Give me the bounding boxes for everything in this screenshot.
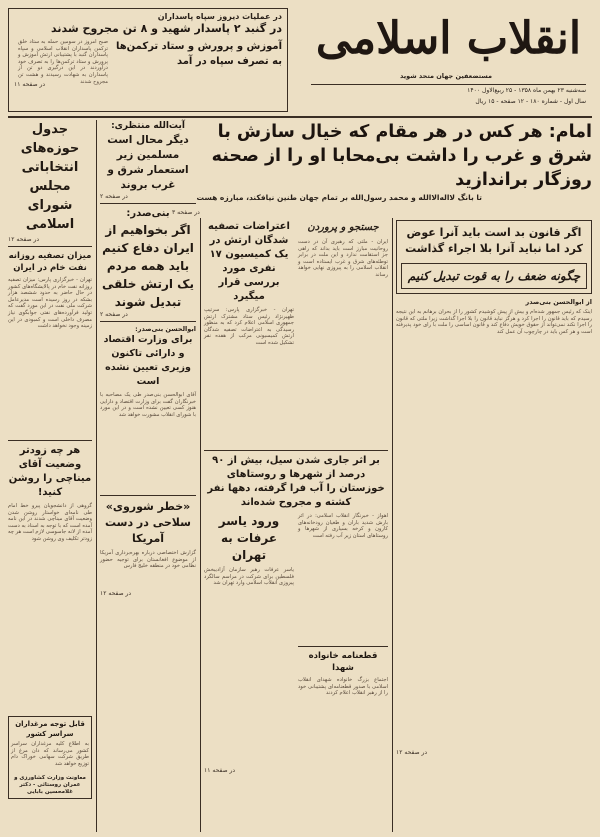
martyrs-resolution-title: قطعنامه خانواده شهدا <box>308 651 378 673</box>
oil-refining-body: تهران - خبرگزاری پارس: میزان تصفیه روزانه نفت خام در پالایشگاه‌های کشور در حال حاضر به حدود ششصد هزار بشکه در روز رسیده است مدیرعامل شرکت ملی نفت در این مورد گفت که تولید فرآورده‌های نفتی جوابگوی نیاز مصرف داخلی است و کمبودی در این زمینه وجود نخواهد داشت <box>8 277 92 330</box>
poultry-notice-body: به اطلاع کلیه مرغداران سراسر کشور می‌رساند که دان مرغ از طریق شرکت سهامی خوراک دام توزیع خواهد شد <box>11 741 89 767</box>
top-box-headline: در گنبد ۲ پاسدار شهید و ۸ تن مجروح شدند <box>51 22 282 35</box>
economy-minister-headline: برای وزارت اقتصاد و دارائی تاکنون وزیری تعیین نشده است <box>103 334 193 387</box>
law-author: از ابوالحسن بنی‌صدر <box>525 298 592 306</box>
column-title: جستجو و پروردن <box>307 222 379 233</box>
montazeri-kicker: آیت‌الله منتظری: <box>111 121 185 131</box>
economy-minister-body: آقای ابوالحسن بنی‌صدر طی یک مصاحبه با خبرنگاران گفت برای وزارت اقتصاد و دارایی هنوز کسی تعیین نشده است و در این مورد با شورای انقلاب مشورت خواهد شد <box>100 392 196 418</box>
poultry-notice-title: قابل توجه مرغداران سراسر کشور <box>15 720 85 738</box>
top-box-body: صبح امروز در سومین حمله به ستاد خلق ترکمن پاسداران انقلاب اسلامی و سپاه پاسداران گنبد با پشتیبانی ارتش آموزش و پرورش و ستاد ترکمن‌ها را به تصرف خود درآوردند در این درگیری دو تن از پاسداران به شهادت رسیدند و هشت تن مجروح شدند <box>18 39 108 85</box>
lead-headline: امام: هر کس در هر مقام که خیال سازش با شرق و غرب را داشت بی‌محابا او را از صحنه روزگار براندازید <box>211 122 592 190</box>
masthead-info: سال اول - شماره ۱۸۰ - ۱۲ صفحه - ۱۵ ریال <box>475 98 586 105</box>
banisadr-kicker: بنی‌صدر: <box>126 208 170 219</box>
lead-quote: تا بانگ لااله‌الاالله و محمد رسول‌الله بر تمام جهان طنین نیافکند، مبارزه هست <box>196 193 482 202</box>
column-second <box>100 120 196 832</box>
column-third <box>204 220 388 832</box>
column-body: ایران - ملتی که رهبری آن در دست روحانیت مبارز است باید بداند که راهی جز استقامت ندارد و این ملت در برابر توطئه‌های شرق و غرب ایستاده است و انقلاب اسلامی را به پیروزی نهایی خواهد رساند <box>298 239 388 278</box>
soviet-danger-headline: «خطر شوروی» سلاحی در دست آمریکا <box>105 500 191 545</box>
soviet-danger-ref: در صفحه ۱۲ <box>100 590 132 597</box>
top-box-ref: در صفحه ۱۱ <box>14 81 46 88</box>
abolhassani-kicker: ابوالحسن بنی‌صدر: <box>135 325 196 333</box>
law-box <box>396 220 592 294</box>
law-headline: اگر قانون بد است باید آنرا عوض کرد اما نباید آنرا بلا اجراء گذاشت <box>405 226 583 255</box>
top-box-kicker: در عملیات دیروز سپاه پاسداران <box>157 12 282 21</box>
top-box-sub2: به تصرف سپاه در آمد <box>176 56 282 67</box>
arrival-ref: در صفحه ۱۱ <box>204 767 236 774</box>
column-right <box>396 220 592 832</box>
martyrs-resolution-body: اجتماع بزرگ خانواده شهدای انقلاب اسلامی با صدور قطعنامه‌ای پشتیبانی خود را از رهبر انقلاب اعلام کردند <box>298 677 388 697</box>
masthead-dateline: سه‌شنبه ۲۳ بهمن ماه ۱۳۵۸ - ۲۵ ربیع‌الاول ۱۴۰۰ <box>467 87 586 94</box>
calligraphy-title: چگونه ضعف را به قوت تبدیل کنیم <box>401 263 587 289</box>
montazeri-ref: در صفحه ۲ <box>100 193 128 200</box>
protest-body: تهران - خبرگزاری پارس: سرتیپ ظهیرنژاد رئیس ستاد مشترک ارتش جمهوری اسلامی اعلام کرد که به منظور رسیدگی به اعتراضات تصفیه شدگان ارتش کمیسیونی مرکب از هفده نفر تشکیل شده است <box>204 307 294 346</box>
electoral-table-title: جدول حوزه‌های انتخاباتی مجلس شورای اسلامی <box>20 122 80 232</box>
poultry-notice <box>8 716 92 799</box>
top-news-box <box>8 8 288 112</box>
lead-ref: در صفحه ۳ <box>172 209 200 216</box>
top-box-sub1: آموزش و پرورش و ستاد ترکمن‌ها <box>115 41 282 52</box>
masthead <box>311 8 586 112</box>
arrival-body: یاسر عرفات رهبر سازمان آزادیبخش فلسطین برای شرکت در مراسم سالگرد پیروزی انقلاب اسلامی وارد تهران شد <box>204 567 294 587</box>
law-body: اینک که رئیس جمهور شده‌ام و بیش از پیش کوشیدم کشور را از بحران برهانم به این نتیجه رسیدم که باید قانون را اجرا کرد و هرگز نباید قانون را بلا اجرا گذاشت زیرا ملتی که قانون را اجرا نکند نمی‌تواند از حقوق خویش دفاع کند و قانون اساسی را ملت با رای خود پذیرفته است و هر کس باید در چارچوب آن عمل کند <box>396 309 592 335</box>
flood-body: اهواز - خبرنگار انقلاب اسلامی: در اثر بارش شدید باران و طغیان رودخانه‌های کارون و کرخه بسیاری از شهرها و روستاهای استان زیر آب رفته است <box>298 513 388 539</box>
masthead-title: انقلاب اسلامی <box>315 13 582 64</box>
minachi-body: گروهی از دانشجویان پیرو خط امام طی نامه‌ای خواستار روشن شدن وضعیت آقای میناچی شدند در این نامه آمده است که با توجه به اسناد به دست آمده از لانه جاسوسی لازم است هر چه زودتر تکلیف وی روشن شود <box>8 503 92 542</box>
flood-headline: بر اثر جاری شدن سیل، بیش از ۹۰ درصد از شهرها و روستاهای خوزستان را آب فرا گرفته، دهها نفر کشته و مجروح شده‌اند <box>207 455 385 508</box>
banisadr-ref: در صفحه ۲ <box>100 311 128 318</box>
montazeri-headline: دیگر محال است مسلمین زیر استعمار شرق و غرب بروند <box>107 134 189 191</box>
lead-story <box>172 120 592 216</box>
oil-refining-title: میزان تصفیه روزانه نفت خام در ایران <box>8 251 92 273</box>
poultry-notice-sign: معاونت وزارت کشاورزی و عمران روستائی - دکتر غلامحسین بابایی <box>14 775 86 795</box>
electoral-table-ref: در صفحه ۱۲ <box>8 236 40 243</box>
masthead-slogan: مستضعفین جهان متحد شوید <box>399 72 493 80</box>
minachi-headline: هر چه زودتر وضعیت آقای میناچی را روشن کنید! <box>8 445 92 498</box>
arrival-headline: ورود یاسر عرفات به تهران <box>218 514 280 562</box>
protest-headline: اعتراضات تصفیه شدگان ارتش در یک کمیسیون ۱۷ نفری مورد بررسی قرار میگیرد <box>208 221 290 302</box>
banisadr-headline: اگر بخواهیم از ایران دفاع کنیم باید همه مردم یک ارتش خلقی تبدیل شوند <box>102 223 194 309</box>
law-ref: در صفحه ۱۲ <box>396 749 428 756</box>
soviet-danger-body: گزارش اختصاصی درباره بهره‌برداری آمریکا از موضوع افغانستان برای توجیه حضور نظامی خود در منطقه خلیج فارس <box>100 550 196 570</box>
column-left <box>8 120 92 832</box>
